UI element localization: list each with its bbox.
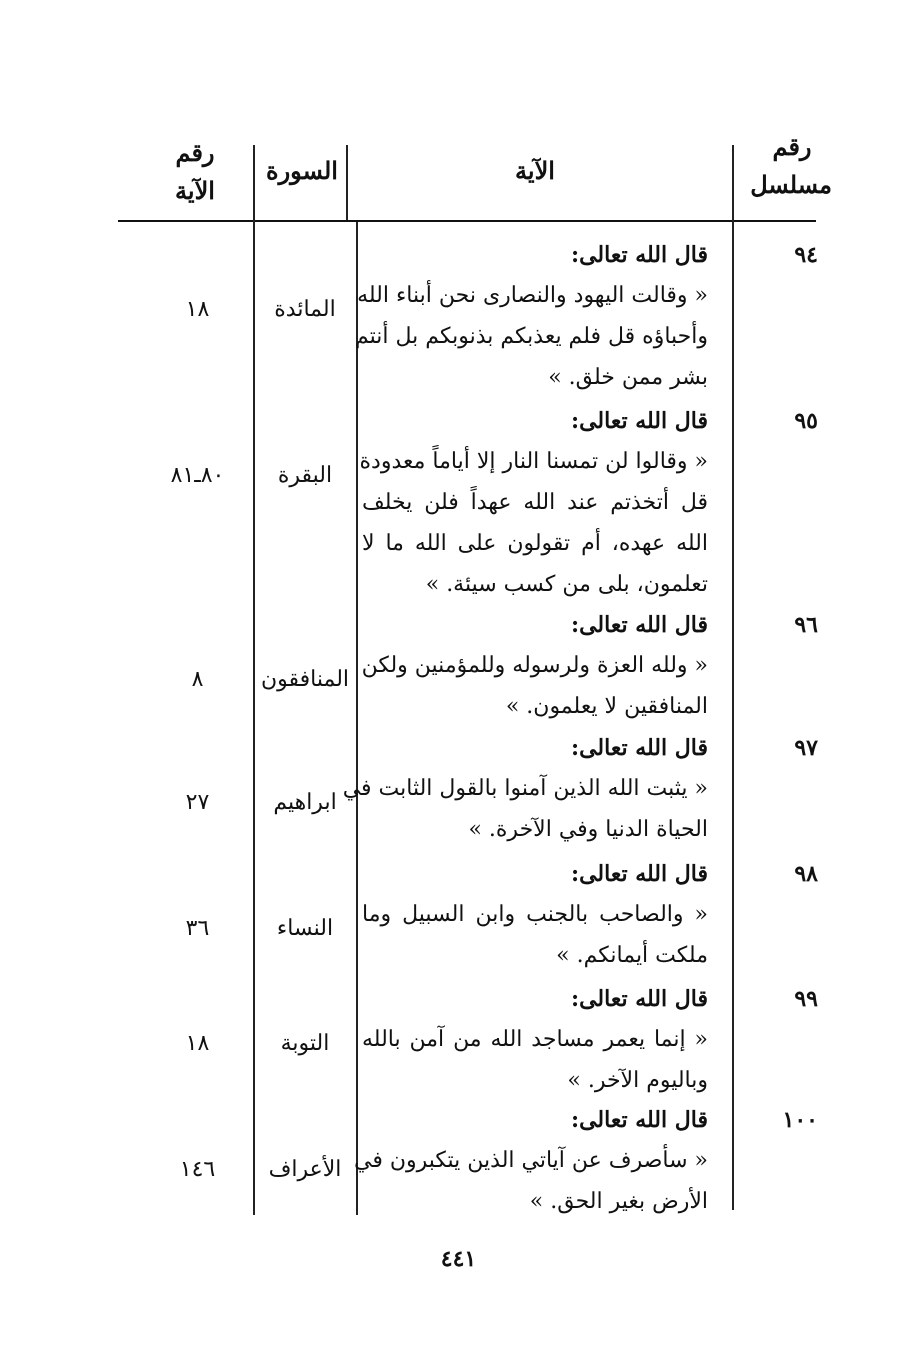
ayah-text-line: « وقالت اليهود والنصارى نحن أبناء الله — [357, 283, 708, 308]
column-divider-surah — [253, 145, 255, 1215]
header-ayah-text: الآية — [515, 156, 555, 185]
serial-number: ٩٤ — [794, 242, 818, 268]
serial-number: ٩٩ — [794, 986, 818, 1012]
header-serial-line1: رقم — [772, 132, 812, 161]
serial-number: ٩٧ — [794, 735, 818, 761]
ayah-number: ٨٠ـ٨١ — [170, 463, 225, 488]
ayah-text-line: « يثبت الله الذين آمنوا بالقول الثابت في — [342, 776, 708, 801]
header-ayah-number-line1: رقم — [175, 138, 215, 167]
ayah-text-line: ملكت أيمانكم. » — [556, 943, 708, 968]
header-surah: السورة — [266, 156, 338, 185]
header-rule — [118, 220, 816, 222]
ayah-intro: قال الله تعالى: — [570, 1107, 708, 1133]
header-ayah-number — [150, 134, 240, 210]
page-number: ٤٤١ — [440, 1246, 477, 1272]
ayah-text-line: قل أتخذتم عند الله عهداً فلن يخلف — [362, 490, 708, 515]
ayah-text-line: الحياة الدنيا وفي الآخرة. » — [468, 817, 708, 842]
ayah-text-line: « ولله العزة ولرسوله وللمؤمنين ولكن — [361, 653, 708, 678]
ayah-text-line: « وقالوا لن تمسنا النار إلا أياماً معدودة — [359, 449, 708, 474]
ayah-number: ٨ — [191, 667, 204, 692]
serial-number: ٩٨ — [794, 861, 818, 887]
surah-name: المائدة — [274, 297, 336, 322]
ayah-number: ١٤٦ — [179, 1157, 216, 1182]
surah-name: النساء — [276, 916, 334, 941]
ayah-intro: قال الله تعالى: — [570, 986, 708, 1012]
ayah-intro: قال الله تعالى: — [570, 861, 708, 887]
ayah-text-line: الأرض بغير الحق. » — [529, 1189, 708, 1214]
ayah-text-line: وباليوم الآخر. » — [567, 1068, 708, 1093]
serial-number: ٩٦ — [794, 612, 818, 638]
serial-number: ١٠٠ — [782, 1107, 818, 1133]
serial-number: ٩٥ — [794, 408, 818, 434]
ayah-text-line: « إنما يعمر مساجد الله من آمن بالله — [362, 1027, 708, 1052]
ayah-number: ٣٦ — [185, 916, 210, 941]
header-ayah-number-line2: الآية — [175, 176, 215, 205]
ayah-text-line: تعلمون، بلى من كسب سيئة. » — [425, 572, 708, 597]
header-serial — [752, 128, 832, 204]
header-serial-line2: مسلسل — [750, 170, 832, 199]
ayah-intro: قال الله تعالى: — [570, 242, 708, 268]
ayah-intro: قال الله تعالى: — [570, 735, 708, 761]
surah-name: ابراهيم — [273, 790, 337, 815]
ayah-text-line: وأحباؤه قل فلم يعذبكم بذنوبكم بل أنتم — [355, 324, 708, 349]
surah-name: الأعراف — [268, 1157, 342, 1182]
column-divider-ayah — [356, 222, 358, 1215]
surah-name: البقرة — [277, 463, 333, 488]
ayah-text-line: المنافقين لا يعلمون. » — [505, 694, 708, 719]
ayah-number: ٢٧ — [185, 790, 210, 815]
column-divider-serial — [732, 145, 734, 1210]
surah-name: المنافقون — [260, 667, 350, 692]
ayah-text-line: « والصاحب بالجنب وابن السبيل وما — [362, 902, 708, 927]
ayah-text-line: بشر ممن خلق. » — [548, 365, 708, 390]
ayah-intro: قال الله تعالى: — [570, 408, 708, 434]
ayah-text-line: « سأصرف عن آياتي الذين يتكبرون في — [353, 1148, 708, 1173]
column-divider-ayah-header — [346, 145, 348, 220]
surah-name: التوبة — [280, 1031, 330, 1056]
ayah-intro: قال الله تعالى: — [570, 612, 708, 638]
ayah-text-line: الله عهده، أم تقولون على الله ما لا — [362, 531, 708, 556]
ayah-number: ١٨ — [185, 1031, 210, 1056]
ayah-number: ١٨ — [185, 297, 210, 322]
